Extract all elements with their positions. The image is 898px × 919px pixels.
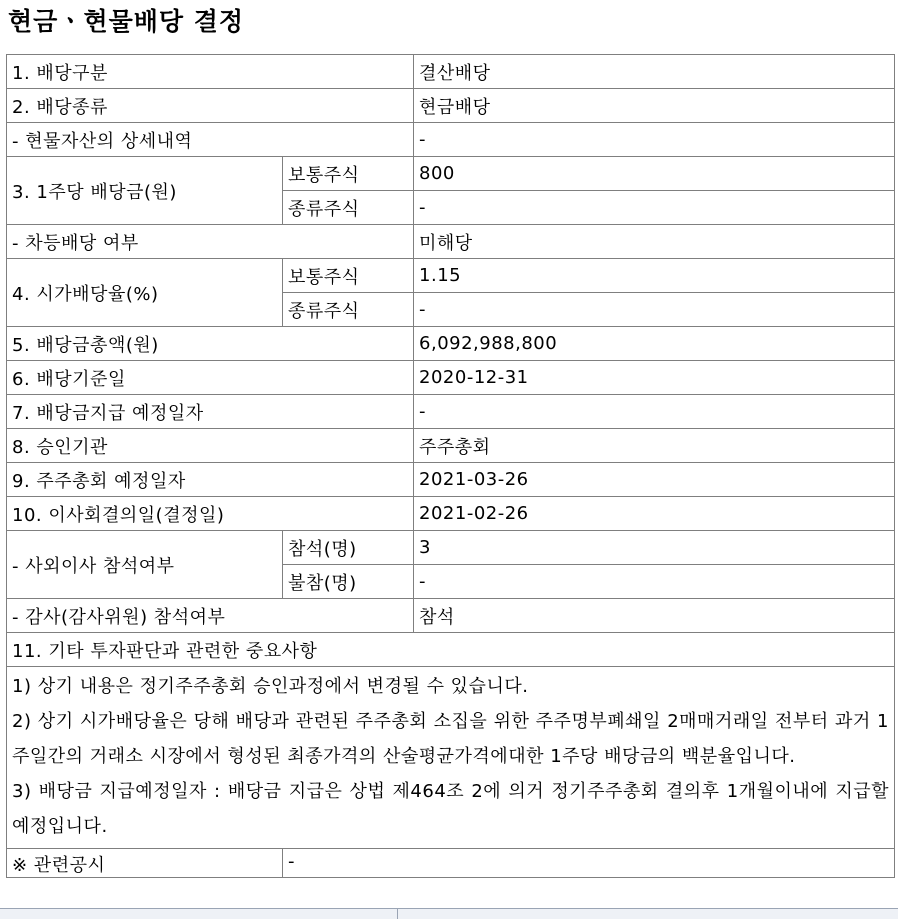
row-value: 2021-02-26 bbox=[414, 497, 895, 531]
row-label: 5. 배당금총액(원) bbox=[7, 327, 414, 361]
row-value: 주주총회 bbox=[414, 429, 895, 463]
dividend-table bbox=[6, 54, 895, 878]
sub-label: 참석(명) bbox=[283, 531, 414, 565]
row-value: 미해당 bbox=[414, 225, 895, 259]
table-row bbox=[7, 463, 895, 497]
sub-label: 보통주식 bbox=[283, 259, 414, 293]
row-value: - bbox=[414, 395, 895, 429]
table-row bbox=[7, 849, 895, 878]
row-value: - bbox=[414, 123, 895, 157]
row-value: 현금배당 bbox=[414, 89, 895, 123]
table-row bbox=[7, 429, 895, 463]
page-title: 현금ㆍ현물배당 결정 bbox=[8, 7, 245, 36]
row-label: - 현물자산의 상세내역 bbox=[7, 123, 414, 157]
row-label: 7. 배당금지급 예정일자 bbox=[7, 395, 414, 429]
table-row bbox=[7, 633, 895, 667]
note-3: 3) 배당금 지급예정일자 : 배당금 지급은 상법 제464조 2에 의거 정기주주총회 결의후 1개월이내에 지급할 예정입니다. bbox=[12, 781, 890, 837]
row-label: - 사외이사 참석여부 bbox=[7, 531, 283, 599]
row-value: 결산배당 bbox=[414, 55, 895, 89]
row-value: 2020-12-31 bbox=[414, 361, 895, 395]
table-row bbox=[7, 497, 895, 531]
table-row bbox=[7, 55, 895, 89]
sub-label: 불참(명) bbox=[283, 565, 414, 599]
table-row bbox=[7, 599, 895, 633]
row-label: 4. 시가배당율(%) bbox=[7, 259, 283, 327]
row-value: 3 bbox=[414, 531, 895, 565]
related-value: - bbox=[283, 849, 895, 878]
table-row bbox=[7, 123, 895, 157]
table-row bbox=[7, 89, 895, 123]
notes-cell bbox=[7, 667, 895, 849]
table-row bbox=[7, 531, 895, 565]
table-row bbox=[7, 327, 895, 361]
row-value: - bbox=[414, 191, 895, 225]
sub-label: 보통주식 bbox=[283, 157, 414, 191]
notes-row bbox=[7, 667, 895, 849]
section-header: 11. 기타 투자판단과 관련한 중요사항 bbox=[7, 633, 895, 667]
related-label: ※ 관련공시 bbox=[7, 849, 283, 878]
sub-label: 종류주식 bbox=[283, 293, 414, 327]
row-label: 6. 배당기준일 bbox=[7, 361, 414, 395]
table-row bbox=[7, 395, 895, 429]
row-label: 9. 주주총회 예정일자 bbox=[7, 463, 414, 497]
table-row bbox=[7, 259, 895, 293]
table-row bbox=[7, 225, 895, 259]
sub-label: 종류주식 bbox=[283, 191, 414, 225]
row-label: - 감사(감사위원) 참석여부 bbox=[7, 599, 414, 633]
row-value: 800 bbox=[414, 157, 895, 191]
row-label: 3. 1주당 배당금(원) bbox=[7, 157, 283, 225]
row-value: 6,092,988,800 bbox=[414, 327, 895, 361]
row-value: 1.15 bbox=[414, 259, 895, 293]
table-row bbox=[7, 361, 895, 395]
horizontal-scrollbar[interactable] bbox=[0, 908, 898, 919]
row-label: 10. 이사회결의일(결정일) bbox=[7, 497, 414, 531]
table-row bbox=[7, 157, 895, 191]
note-1: 1) 상기 내용은 정기주주총회 승인과정에서 변경될 수 있습니다. bbox=[12, 676, 529, 697]
row-value: - bbox=[414, 565, 895, 599]
row-value: 2021-03-26 bbox=[414, 463, 895, 497]
row-label: 1. 배당구분 bbox=[7, 55, 414, 89]
row-label: 2. 배당종류 bbox=[7, 89, 414, 123]
row-value: 참석 bbox=[414, 599, 895, 633]
row-label: - 차등배당 여부 bbox=[7, 225, 414, 259]
row-label: 8. 승인기관 bbox=[7, 429, 414, 463]
note-2: 2) 상기 시가배당율은 당해 배당과 관련된 주주총회 소집을 위한 주주명부폐쇄일 2매매거래일 전부터 과거 1주일간의 거래소 시장에서 형성된 최종가격의 산술평균가격에대한 1주당 배당금의 백분율입니다. bbox=[12, 711, 890, 767]
row-value: - bbox=[414, 293, 895, 327]
